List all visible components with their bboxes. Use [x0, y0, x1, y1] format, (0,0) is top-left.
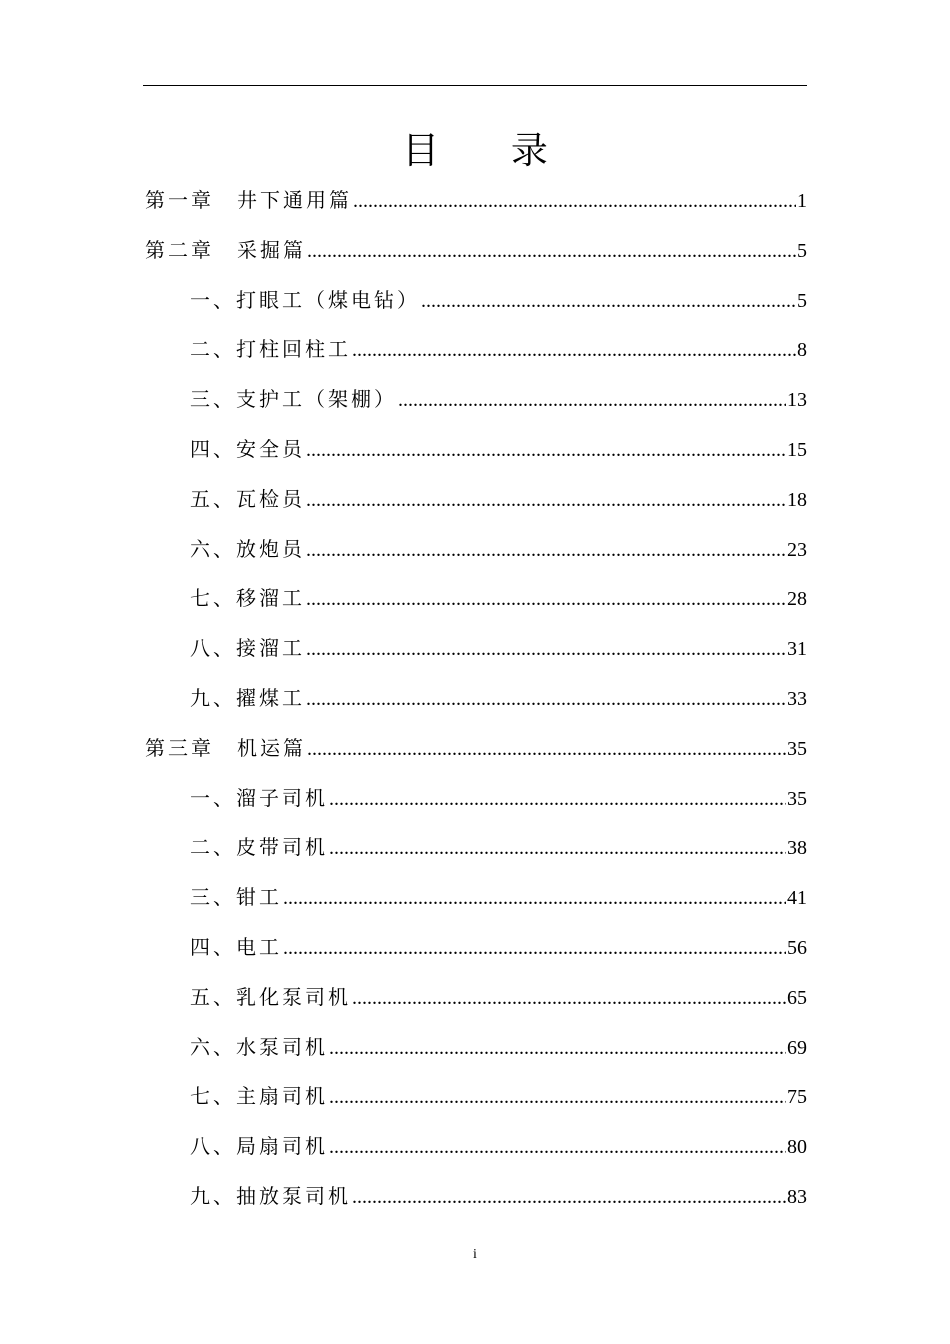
toc-entry-label: 六、放炮员: [190, 536, 305, 561]
toc-entry-label: 一、溜子司机: [190, 785, 328, 810]
toc-entry-page: 65: [787, 986, 807, 1009]
dot-leader: [306, 584, 786, 614]
toc-entry-label: 一、打眼工（煤电钻）: [190, 287, 420, 312]
dot-leader: [352, 335, 796, 365]
dot-leader: [307, 734, 786, 764]
toc-entry-page: 28: [787, 588, 807, 611]
toc-entry-label: 三、钳工: [190, 885, 282, 910]
toc-entry[interactable]: [145, 235, 807, 265]
dot-leader: [283, 883, 786, 913]
toc-entry[interactable]: [190, 484, 807, 514]
dot-leader: [329, 784, 786, 814]
toc-entry[interactable]: [190, 982, 807, 1012]
toc-entry-page: 38: [787, 837, 807, 860]
toc-entry-page: 15: [787, 439, 807, 461]
toc-entry[interactable]: [190, 334, 807, 364]
header-rule: [143, 85, 807, 86]
toc-entry-label: 五、乳化泵司机: [190, 984, 351, 1009]
dot-leader: [329, 833, 786, 863]
toc-entry-label: 七、移溜工: [190, 586, 305, 611]
toc-entry-page: 35: [787, 737, 807, 760]
toc-entry-label: 九、抽放泵司机: [190, 1184, 351, 1208]
toc-entry[interactable]: [190, 434, 807, 464]
toc-entry-page: 18: [787, 488, 807, 511]
toc-entry[interactable]: [190, 882, 807, 912]
toc-entry[interactable]: [145, 185, 807, 215]
dot-leader: [306, 435, 786, 465]
toc-entry-page: 41: [787, 887, 807, 910]
page-number: i: [473, 1247, 477, 1262]
toc-entry-label: 四、安全员: [190, 437, 305, 461]
toc-entry-page: 80: [787, 1136, 807, 1159]
page-title: 目 录: [402, 129, 578, 172]
toc-entry-page: 13: [787, 389, 807, 412]
toc-entry-label: 五、瓦检员: [190, 486, 305, 511]
toc-entry-page: 8: [797, 339, 807, 362]
dot-leader: [306, 634, 786, 664]
toc-entry-label: 八、接溜工: [190, 636, 305, 661]
toc-entry-label: 三、支护工（架棚）: [190, 387, 397, 412]
dot-leader: [306, 485, 786, 515]
dot-leader: [352, 1182, 786, 1212]
toc-entry-label: 七、主扇司机: [190, 1084, 328, 1109]
toc-entry[interactable]: [190, 1181, 807, 1211]
dot-leader: [306, 535, 786, 565]
dot-leader: [329, 1082, 786, 1112]
toc-entry[interactable]: [190, 633, 807, 663]
dot-leader: [398, 385, 786, 415]
dot-leader: [329, 1132, 786, 1162]
toc-entry-page: 5: [797, 239, 807, 262]
toc-entry-page: 69: [787, 1036, 807, 1059]
toc-entry[interactable]: [190, 384, 807, 414]
toc-entry-page: 5: [797, 289, 807, 312]
toc-entry[interactable]: [190, 1081, 807, 1111]
toc-entry-label: 第三章 机运篇: [145, 735, 306, 760]
toc-entry[interactable]: [190, 583, 807, 613]
toc-entry-label: 二、打柱回柱工: [190, 337, 351, 362]
toc-entry[interactable]: [190, 932, 807, 962]
toc-entry-label: 六、水泵司机: [190, 1034, 328, 1059]
dot-leader: [421, 286, 796, 316]
toc-entry-label: 九、擢煤工: [190, 686, 305, 710]
toc-entry[interactable]: [190, 832, 807, 862]
toc-entry[interactable]: [190, 1131, 807, 1161]
toc-entry-label: 八、局扇司机: [190, 1134, 328, 1159]
toc-entry-page: 75: [787, 1086, 807, 1109]
toc-entry-page: 35: [787, 787, 807, 810]
toc-entry-page: 23: [787, 538, 807, 561]
dot-leader: [307, 236, 796, 266]
toc-entry-page: 56: [787, 937, 807, 959]
toc-entry[interactable]: [190, 534, 807, 564]
toc-entry-page: 33: [787, 688, 807, 710]
toc-entry[interactable]: [190, 783, 807, 813]
toc-entry-page: 83: [787, 1186, 807, 1208]
toc-entry[interactable]: [145, 733, 807, 763]
toc-entry-label: 第一章 井下通用篇: [145, 188, 352, 212]
toc-entry-page: 31: [787, 638, 807, 661]
toc-entry[interactable]: [190, 285, 807, 315]
dot-leader: [306, 684, 786, 714]
dot-leader: [353, 186, 796, 216]
dot-leader: [352, 983, 786, 1013]
toc-entry[interactable]: [190, 683, 807, 713]
toc-entry[interactable]: [190, 1032, 807, 1062]
toc-entry-label: 四、电工: [190, 935, 282, 959]
dot-leader: [283, 933, 786, 963]
toc-entry-label: 第二章 采掘篇: [145, 237, 306, 262]
dot-leader: [329, 1033, 786, 1063]
toc-entry-label: 二、皮带司机: [190, 835, 328, 860]
toc-entry-page: 1: [797, 190, 807, 212]
